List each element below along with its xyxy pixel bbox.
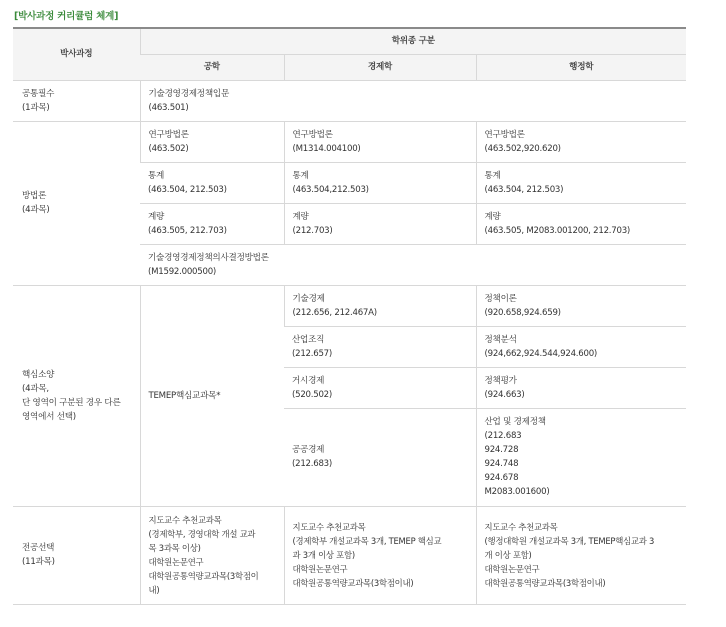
course-major-eng: 지도교수 추천교과목 (경제학부, 경영대학 개설 교과 목 3과목 이상) 대학원논문연구 대학원공통역량교과목(3학점이 내) [140,506,284,604]
course-core-admin-1: 정책이론 (920.658,924.659) [476,285,686,326]
table-row [13,121,686,162]
course-metrics-eng: 계량 (463.505, 212.703) [140,203,284,244]
course-metrics-econ: 계량 (212.703) [284,203,476,244]
course-research-econ: 연구방법론 (M1314.004100) [284,121,476,162]
course-major-admin: 지도교수 추천교과목 (행정대학원 개설교과목 3개, TEMEP핵심교과 3 개 이상 포함) 대학원논문연구 대학원공통역량교과목(3학점이내) [476,506,686,604]
category-methods: 방법론 (4과목) [13,121,140,285]
table-row [13,506,686,604]
course-core-admin-3: 정책평가 (924.663) [476,367,686,408]
course-core-econ-1: 기술경제 (212.656, 212.467A) [284,285,476,326]
course-core-econ-2: 산업조직 (212.657) [284,326,476,367]
course-decision-methods: 기술경영경제정책의사결정방법론 (M1592.000500) [140,244,686,285]
header-economics: 경제학 [284,54,476,80]
course-stats-econ: 통계 (463.504,212.503) [284,162,476,203]
curriculum-table [13,27,686,605]
category-common-required: 공통필수 (1과목) [13,80,140,121]
category-core: 핵심소양 (4과목, 단 영역이 구분된 경우 다른 영역에서 선택) [13,285,140,506]
header-engineering: 공학 [140,54,284,80]
course-stats-admin: 통계 (463.504, 212.503) [476,162,686,203]
course-temep-core: TEMEP핵심교과목* [140,285,284,506]
course-stats-eng: 통계 (463.504, 212.503) [140,162,284,203]
table-row [13,285,686,326]
header-public-admin: 행정학 [476,54,686,80]
course-research-eng: 연구방법론 (463.502) [140,121,284,162]
course-core-econ-3: 거시경제 (520.502) [284,367,476,408]
course-major-econ: 지도교수 추천교과목 (경제학부 개설교과목 3개, TEMEP 핵심교 과 3개 이상 포함) 대학원논문연구 대학원공통역량교과목(3학점이내) [284,506,476,604]
course-core-admin-2: 정책분석 (924,662,924.544,924.600) [476,326,686,367]
course-intro: 기술경영경제정책입문 (463.501) [140,80,686,121]
course-research-admin: 연구방법론 (463.502,920.620) [476,121,686,162]
header-degree-group: 학위종 구분 [140,28,686,54]
page-title: [박사과정 커리큘럼 체계] [14,11,119,22]
table-row [13,80,686,121]
course-metrics-admin: 계량 (463.505, M2083.001200, 212.703) [476,203,686,244]
category-major-elective: 전공선택 (11과목) [13,506,140,604]
course-core-admin-4: 산업 및 경제정책 (212.683 924.728 924.748 924.678 M2083.001600) [476,408,686,506]
header-phd: 박사과정 [13,28,140,80]
course-core-econ-4: 공공경제 (212.683) [284,408,476,506]
